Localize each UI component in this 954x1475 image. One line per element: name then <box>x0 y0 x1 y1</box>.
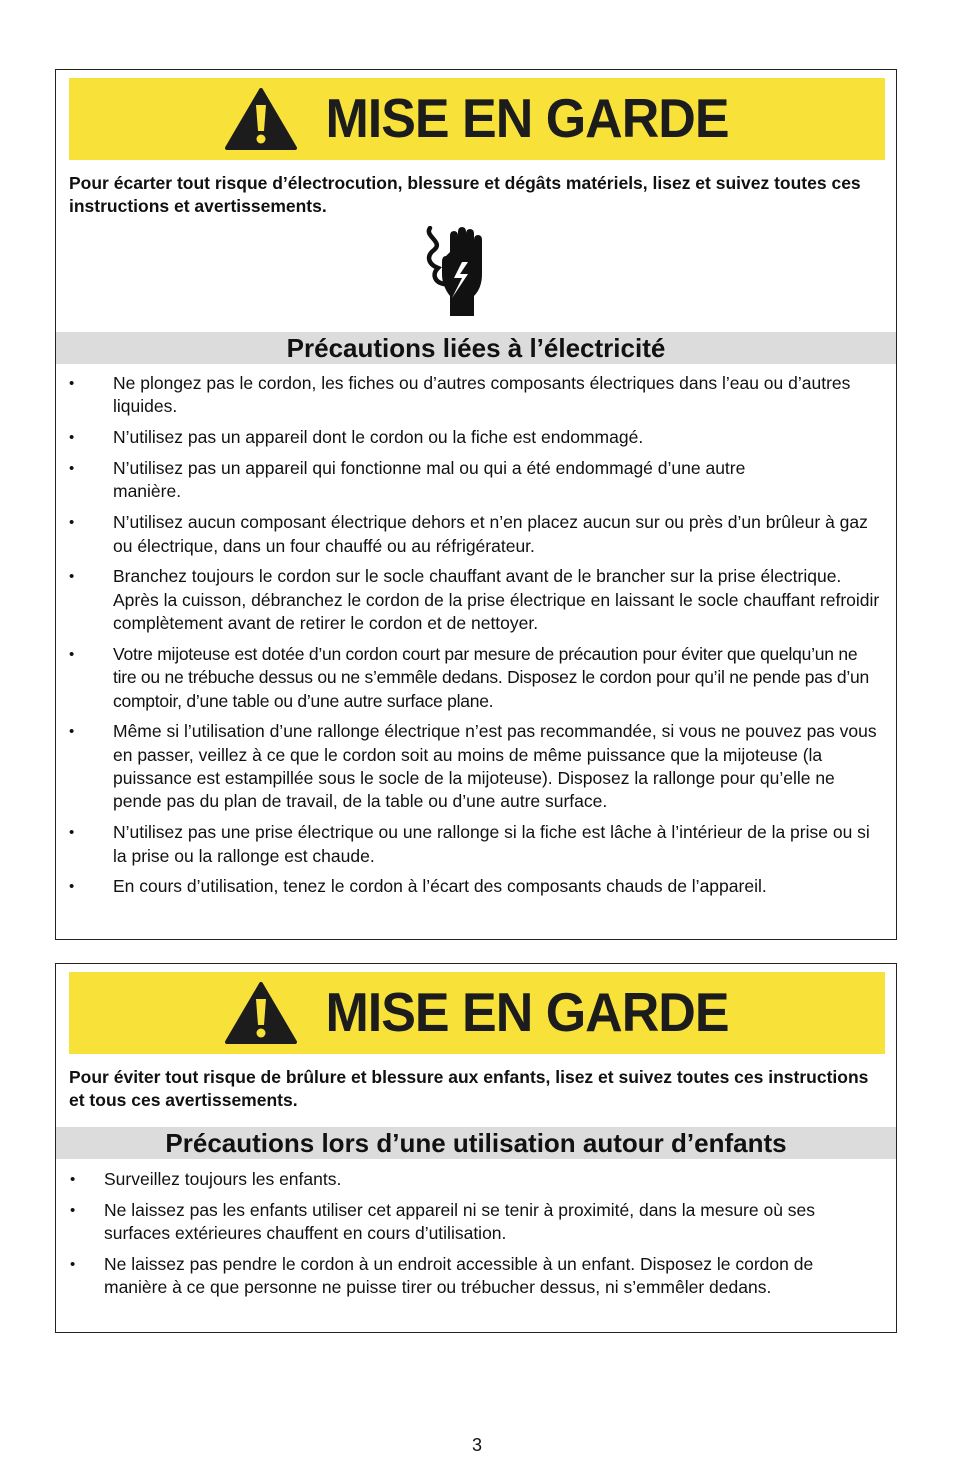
list-item-text: N’utilisez pas une prise électrique ou une rallonge si la fiche est lâche à l’intérieur de la prise ou si la prise ou la rallonge est chaude. <box>113 822 870 866</box>
list-item <box>56 426 896 449</box>
page-number: 3 <box>471 1435 482 1455</box>
warning-triangle-icon <box>225 981 297 1045</box>
warning-box-electricity <box>55 69 897 940</box>
banner-title: MISE EN GARDE <box>325 88 729 150</box>
list-item <box>56 1199 896 1246</box>
bullet-icon: • <box>69 375 75 392</box>
warning-intro: Pour éviter tout risque de brûlure et blessure aux enfants, lisez et suivez toutes ces instructions et tous ces avertissements. <box>69 1067 869 1110</box>
list-item <box>56 643 896 713</box>
list-item-text: N’utilisez aucun composant électrique dehors et n’en placez aucun sur ou près d’un brûleur à gaz ou électrique, dans un four chauffé ou au réfrigérateur. <box>113 512 868 556</box>
list-item <box>56 457 896 504</box>
section-heading: Précautions liées à l’électricité <box>56 332 896 364</box>
list-item-text: Branchez toujours le cordon sur le socle chauffant avant de le brancher sur la prise électrique. Après la cuisson, débranchez le cordon de la prise électrique en laissant le socle chauffant refroidir complètement avant de retirer le cordon et de nettoyer. <box>113 566 880 634</box>
bullet-icon: • <box>69 514 75 532</box>
section-heading: Précautions lors d’une utilisation autour d’enfants <box>56 1127 896 1159</box>
list-item-text: Même si l’utilisation d’une rallonge électrique n’est pas recommandée, si vous ne pouvez pas vous en passer, veillez à ce que le cordon soit au moins de même puissance que la mijoteuse (la puissance est estampillée sous le socle de la mijoteuse). Disposez la rallonge pour qu’elle ne pende pas du plan de travail, de la table ou d’une autre surface. <box>113 721 877 812</box>
bullet-icon: • <box>69 723 75 741</box>
list-item-text: N’utilisez pas un appareil qui fonctionne mal ou qui a été endommagé d’une autre manière. <box>113 458 746 502</box>
bullet-icon: • <box>69 460 75 478</box>
list-item <box>56 372 896 419</box>
list-item <box>56 511 896 558</box>
bullet-icon: • <box>69 878 75 896</box>
bullet-icon: • <box>70 1171 76 1188</box>
list-item <box>56 565 896 635</box>
list-item-text: Ne plongez pas le cordon, les fiches ou d’autres composants électriques dans l’eau ou d’autres liquides. <box>113 373 851 417</box>
list-item-text: N’utilisez pas un appareil dont le cordon ou la fiche est endommagé. <box>113 427 644 448</box>
bullet-icon: • <box>70 1256 76 1274</box>
bullet-icon: • <box>69 429 75 447</box>
list-item-text: Ne laissez pas les enfants utiliser cet appareil ni se tenir à proximité, dans la mesure où ses surfaces extérieures chauffent en cours d’utilisation. <box>104 1199 816 1244</box>
list-item-text: Ne laissez pas pendre le cordon à un endroit accessible à un enfant. Disposez le cordon de manière à ce que personne ne puisse tirer ou trébucher dessus, ni s’emmêler dedans. <box>104 1254 814 1298</box>
bullet-list <box>56 1168 896 1307</box>
warning-banner <box>69 972 885 1054</box>
warning-intro: Pour écarter tout risque d’électrocution, blessure et dégâts matériels, lisez et suivez toutes ces instructions et avertissements. <box>69 173 861 216</box>
banner-title: MISE EN GARDE <box>325 982 729 1044</box>
list-item-text: Surveillez toujours les enfants. <box>104 1169 342 1189</box>
list-item-text: En cours d’utilisation, tenez le cordon à l’écart des composants chauds de l’appareil. <box>113 876 767 897</box>
list-item <box>56 1168 896 1191</box>
bullet-icon: • <box>70 1201 76 1219</box>
list-item <box>56 821 896 868</box>
warning-banner <box>69 78 885 160</box>
list-item <box>56 1253 896 1300</box>
list-item-text: Votre mijoteuse est dotée d’un cordon court par mesure de précaution pour éviter que quelqu’un ne tire ou ne trébuche dessus ou ne s’emmêle dedans. Disposez le cordon pour qu’il ne pende pas d’un comptoir, d’une table ou d’une autre surface plane. <box>113 643 869 711</box>
warning-triangle-icon <box>225 87 297 151</box>
bullet-icon: • <box>69 568 75 586</box>
list-item <box>56 875 896 898</box>
bullet-list <box>56 372 896 906</box>
electric-shock-hand-icon <box>422 226 496 318</box>
bullet-icon: • <box>69 824 75 842</box>
list-item <box>56 720 896 813</box>
warning-box-children <box>55 963 897 1333</box>
bullet-icon: • <box>69 645 75 663</box>
